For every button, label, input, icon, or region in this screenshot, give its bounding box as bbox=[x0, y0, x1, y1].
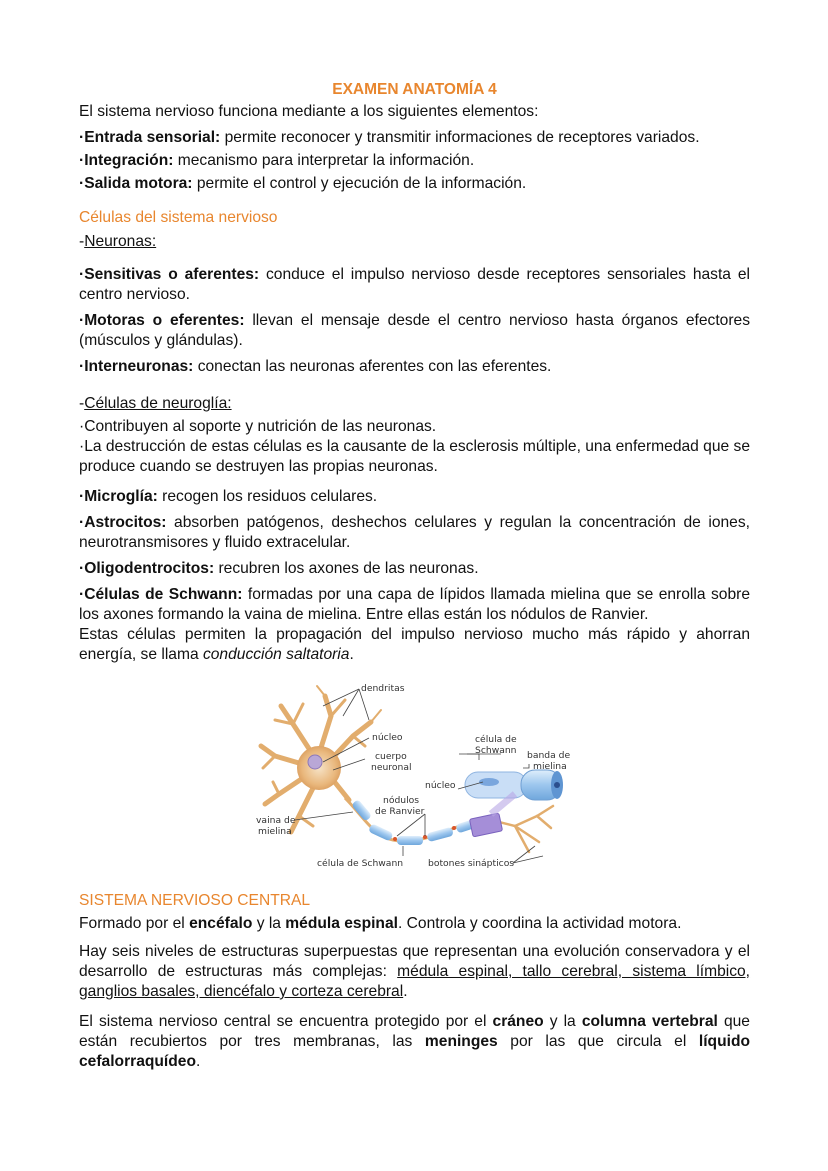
label-schwann: Schwann bbox=[475, 745, 517, 756]
neuron-term: ·Interneuronas: bbox=[79, 358, 194, 375]
page-title: EXAMEN ANATOMÍA 4 bbox=[332, 81, 497, 98]
element-entrada bbox=[79, 128, 750, 148]
snc-paragraph-1 bbox=[79, 914, 750, 934]
snc-p3-g: por las que circula el bbox=[497, 1033, 699, 1050]
neuroglia-line-2: ·La destrucción de estas células es la causante de la esclerosis múltiple, una enfermedad que se produce cuando se destruyen las propias neuronas. bbox=[79, 438, 750, 475]
neuron-sensitivas bbox=[79, 265, 750, 305]
glia-term: ·Astrocitos: bbox=[79, 514, 167, 531]
element-desc: permite reconocer y transmitir informaciones de receptores variados. bbox=[220, 129, 700, 146]
snc-p2-a: Hay seis niveles de estructuras superpuestas que representan una evolución conservadora y el desarrollo de estructuras más complejas: bbox=[79, 943, 750, 980]
intro-text: El sistema nervioso funciona mediante a los siguientes elementos: bbox=[79, 103, 539, 120]
glia-oligodentrocitos bbox=[79, 559, 750, 579]
snc-p2-end: . bbox=[403, 983, 408, 1000]
neuron-interneuronas bbox=[79, 357, 750, 377]
neuronas-heading bbox=[79, 232, 750, 252]
element-term: ·Salida motora: bbox=[79, 175, 193, 192]
element-salida bbox=[79, 174, 750, 194]
glia-desc: recogen los residuos celulares. bbox=[157, 488, 378, 505]
saltatoria-em: conducción saltatoria bbox=[202, 646, 350, 663]
snc-p2-underlined: médula espinal, tallo cerebral, sistema límbico, ganglios basales, diencéfalo y corteza cerebral bbox=[79, 963, 751, 1000]
neuron-illustration bbox=[253, 676, 575, 874]
snc-p3-h: líquido cefalorraquídeo bbox=[79, 1033, 750, 1070]
label-botones: botones sinápticos bbox=[428, 858, 515, 869]
saltatoria-pre: Estas células permiten la propagación del impulso nervioso mucho más rápido y ahorran energía, se llama bbox=[79, 626, 750, 663]
neuroglia-heading-text: Células de neuroglía: bbox=[84, 395, 232, 412]
element-term: ·Entrada sensorial: bbox=[79, 129, 221, 146]
label-dendritas: dendritas bbox=[361, 683, 405, 694]
neuron-desc: conduce el impulso nervioso desde receptores sensoriales hasta el centro nervioso. bbox=[79, 266, 750, 303]
snc-p3-f: meninges bbox=[424, 1033, 498, 1050]
snc-p3-d: columna vertebral bbox=[581, 1013, 718, 1030]
glia-term: ·Oligodentrocitos: bbox=[79, 560, 215, 577]
element-desc: mecanismo para interpretar la información. bbox=[173, 152, 475, 169]
cells-heading: Células del sistema nervioso bbox=[79, 209, 278, 226]
element-desc: permite el control y ejecución de la información. bbox=[192, 175, 527, 192]
nucleus-shape bbox=[308, 755, 322, 769]
glia-term: ·Células de Schwann: bbox=[79, 586, 243, 603]
label-mielina-left: mielina bbox=[258, 826, 292, 837]
glia-term: ·Microglía: bbox=[79, 488, 158, 505]
snc-p1-c: y la bbox=[252, 915, 286, 932]
glia-schwann bbox=[79, 585, 750, 625]
neuron-motoras bbox=[79, 311, 750, 351]
neuron-term: ·Motoras o eferentes: bbox=[79, 312, 245, 329]
snc-p3-e: que están recubiertos por tres membranas, las bbox=[79, 1013, 750, 1050]
neuron-figure bbox=[253, 676, 575, 874]
neuroglia-prefix: - bbox=[79, 395, 85, 412]
snc-p1-b: encéfalo bbox=[189, 915, 253, 932]
neuron-desc: conectan las neuronas aferentes con las eferentes. bbox=[193, 358, 552, 375]
snc-paragraph-3 bbox=[79, 1012, 750, 1072]
label-celula-schwann-bottom: célula de Schwann bbox=[317, 858, 404, 869]
label-mielina-top: mielina bbox=[533, 761, 567, 772]
snc-p3-b: cráneo bbox=[492, 1013, 544, 1030]
element-integracion bbox=[79, 151, 750, 171]
snc-p3-i: . bbox=[195, 1053, 201, 1070]
label-de-ranvier: de Ranvier bbox=[375, 806, 425, 817]
glia-desc: absorben patógenos, deshechos celulares y regulan la concentración de iones, neurotransmisores y fluido extracelular. bbox=[79, 514, 750, 551]
neuronas-heading-text: Neuronas: bbox=[84, 233, 157, 250]
label-nodulos: nódulos bbox=[383, 795, 420, 806]
label-banda-de: banda de bbox=[527, 750, 571, 761]
saltatoria-post: . bbox=[349, 646, 354, 663]
element-term: ·Integración: bbox=[79, 152, 174, 169]
label-vaina-de: vaina de bbox=[256, 815, 296, 826]
snc-p1-a: Formado por el bbox=[79, 915, 190, 932]
saltatoria-text bbox=[79, 625, 750, 665]
glia-astrocitos bbox=[79, 513, 750, 553]
neuroglia-line-1: ·Contribuyen al soporte y nutrición de las neuronas. bbox=[79, 418, 437, 435]
snc-p3-a: El sistema nervioso central se encuentra protegido por el bbox=[79, 1013, 493, 1030]
neuron-term: ·Sensitivas o aferentes: bbox=[79, 266, 260, 283]
label-nucleo-2: núcleo bbox=[425, 780, 456, 791]
snc-paragraph-2 bbox=[79, 942, 750, 1002]
neuron-desc: llevan el mensaje desde el centro nervioso hasta órganos efectores (músculos y glándulas). bbox=[79, 312, 750, 349]
snc-p1-e: . Controla y coordina la actividad motora. bbox=[397, 915, 682, 932]
label-nucleo-1: núcleo bbox=[372, 732, 403, 743]
snc-heading: SISTEMA NERVIOSO CENTRAL bbox=[79, 892, 311, 909]
snc-p3-c: y la bbox=[543, 1013, 582, 1030]
label-neuronal: neuronal bbox=[371, 762, 412, 773]
label-cuerpo: cuerpo bbox=[375, 751, 407, 762]
neuroglia-heading bbox=[79, 394, 750, 414]
label-celula-de: célula de bbox=[475, 734, 517, 745]
snc-p1-d: médula espinal bbox=[285, 915, 398, 932]
glia-microglia bbox=[79, 487, 750, 507]
glia-desc: formadas por una capa de lípidos llamada mielina que se enrolla sobre los axones formando la vaina de mielina. Entre ellas están los nódulos de Ranvier. bbox=[79, 586, 750, 623]
document-content bbox=[79, 80, 750, 1072]
neuronas-prefix: - bbox=[79, 233, 85, 250]
glia-desc: recubren los axones de las neuronas. bbox=[214, 560, 479, 577]
